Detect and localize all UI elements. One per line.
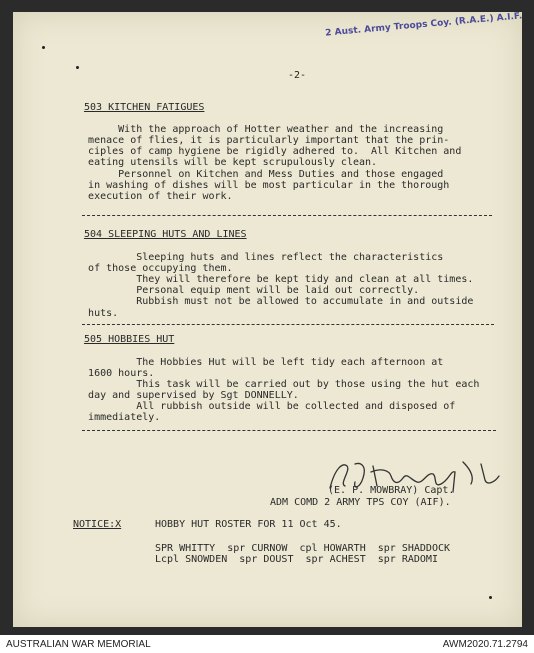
section-heading-504: 504 SLEEPING HUTS AND LINES: [84, 229, 247, 240]
section-heading-503: 503 KITCHEN FATIGUES: [84, 102, 205, 113]
signatory-name: (E. P. MOWBRAY) Capt.: [328, 485, 455, 496]
divider: [82, 324, 494, 325]
archive-name: AUSTRALIAN WAR MEMORIAL: [6, 639, 151, 650]
notice-label: NOTICE:X: [73, 519, 122, 530]
paragraph-line: The Hobbies Hut will be left tidy each afternoon at: [70, 357, 444, 368]
paragraph-line: All rubbish outside will be collected and disposed of: [70, 401, 456, 412]
paragraph-line: of those occupying them.: [70, 263, 233, 274]
paragraph-line: With the approach of Hotter weather and the increasing: [70, 124, 444, 135]
roster-line: Lcpl SNOWDEN spr DOUST spr ACHEST spr RADOMI: [155, 554, 438, 565]
paragraph-line: 1600 hours.: [70, 368, 155, 379]
paragraph-line: menace of flies, it is particularly important that the prin-: [70, 135, 450, 146]
roster-line: SPR WHITTY spr CURNOW cpl HOWARTH spr SHADDOCK: [155, 543, 451, 554]
ink-mark: [489, 596, 492, 599]
paragraph-line: eating utensils will be kept scrupulously clean.: [70, 157, 378, 168]
paragraph-line: huts.: [70, 308, 119, 319]
paragraph-line: They will therefore be kept tidy and clean at all times.: [70, 274, 474, 285]
punch-mark: [42, 46, 45, 49]
paragraph-line: immediately.: [70, 412, 161, 423]
paragraph-line: ciples of camp hygiene be rigidly adhered to. All Kitchen and: [70, 146, 462, 157]
paragraph-line: Rubbish must not be allowed to accumulate in and outside: [70, 296, 474, 307]
paragraph-line: in washing of dishes will be most particular in the thorough: [70, 180, 450, 191]
paragraph-line: Personal equip ment will be laid out correctly.: [70, 285, 420, 296]
paragraph-line: execution of their work.: [70, 191, 233, 202]
section-heading-505: 505 HOBBIES HUT: [84, 334, 175, 345]
paragraph-line: day and supervised by Sgt DONNELLY.: [70, 390, 299, 401]
paragraph-line: Sleeping huts and lines reflect the characteristics: [70, 252, 444, 263]
archive-footer: [0, 635, 534, 653]
punch-mark: [76, 66, 79, 69]
unit-stamp: 2 Aust. Army Troops Coy. (R.A.E.) A.I.F.: [324, 11, 523, 39]
roster-title: HOBBY HUT ROSTER FOR 11 Oct 45.: [155, 519, 342, 530]
page-number: -2-: [288, 70, 307, 81]
divider: [82, 430, 496, 431]
paragraph-line: This task will be carried out by those using the hut each: [70, 379, 480, 390]
signatory-title: ADM COMD 2 ARMY TPS COY (AIF).: [270, 497, 451, 508]
archive-reference: AWM2020.71.2794: [442, 639, 528, 650]
paragraph-line: Personnel on Kitchen and Mess Duties and those engaged: [70, 169, 444, 180]
divider: [82, 215, 492, 216]
